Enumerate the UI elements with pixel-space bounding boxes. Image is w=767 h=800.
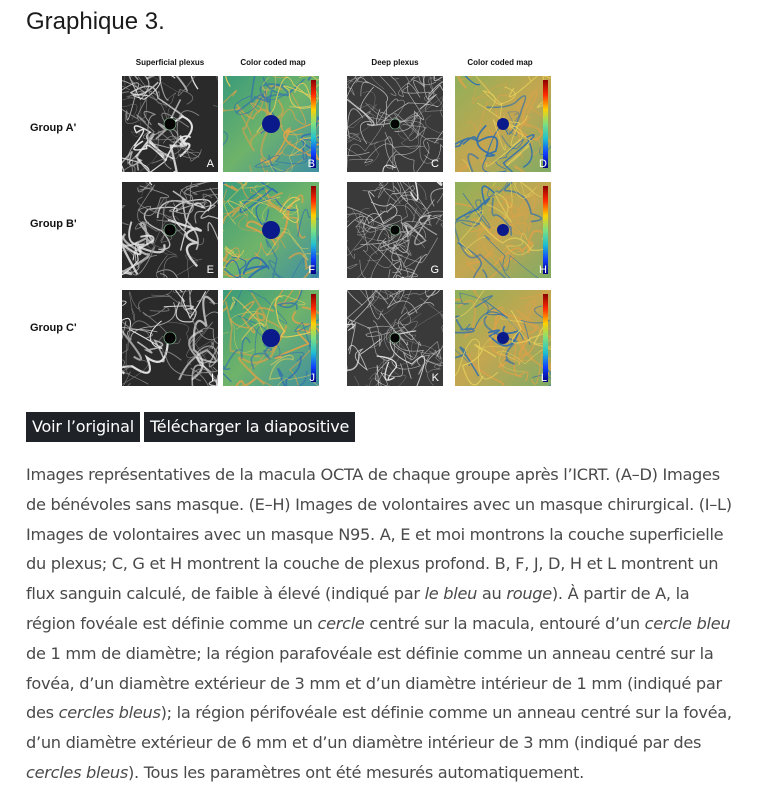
row-label-group-a: Group A' [30, 122, 77, 134]
row-label-group-b: Group B' [30, 218, 77, 230]
color-coded-map-panel [223, 182, 319, 278]
panel-letter: L [540, 372, 547, 384]
color-coded-map-panel [455, 290, 551, 386]
panel-letter: B [307, 158, 315, 170]
panel-letter: H [539, 264, 547, 276]
view-original-button[interactable]: Voir l’original [26, 412, 140, 442]
deep-plexus-panel [347, 76, 443, 172]
figure-actions [26, 412, 355, 442]
panel-letter: D [539, 158, 547, 170]
figure-caption: Images représentatives de la macula OCTA de chaque groupe après l’ICRT. (A–D) Images de bénévoles sans masque. (E–H) Images de volontaires avec un masque chirurgical. (I–L) Images de volontaires avec un masque N95. A, E et moi montrons la couche superficielle du plexus; C, G et H montrent la couche de plexus profond. B, F, J, D, H et L montrent un flux sanguin calculé, de faible à élevé (indiqué par le bleu au rouge). À partir de A, la région fovéale est définie comme un cercle centré sur la macula, entouré d’un cercle bleu de 1 mm de diamètre; la région parafovéale est définie comme un anneau centré sur la fovéa, d’un diamètre extérieur de 3 mm et d’un diamètre intérieur de 1 mm (indiqué par des cercles bleus); la région périfovéale est définie comme un anneau centré sur la fovéa, d’un diamètre extérieur de 6 mm et d’un diamètre intérieur de 3 mm (indiqué par des cercles bleus). Tous les paramètres ont été mesurés automatiquement. [26, 465, 732, 782]
panel-letter: F [308, 264, 315, 276]
panel-letter: K [431, 372, 439, 384]
color-coded-map-panel [223, 76, 319, 172]
panel-letter: A [206, 158, 214, 170]
deep-plexus-panel [347, 290, 443, 386]
panel-letter: E [206, 264, 214, 276]
column-header-deep: Deep plexus [371, 58, 419, 67]
panel-letter: C [431, 158, 439, 170]
column-header-color-map-2: Color coded map [467, 58, 533, 67]
color-coded-map-panel [455, 182, 551, 278]
panel-letter: J [309, 372, 315, 384]
column-header-color-map-1: Color coded map [240, 58, 306, 67]
row-label-group-c: Group C' [30, 322, 77, 334]
superficial-plexus-panel [122, 76, 218, 172]
superficial-plexus-panel [122, 182, 218, 278]
color-coded-map-panel [455, 76, 551, 172]
panel-letter: G [430, 264, 439, 276]
color-coded-map-panel [223, 290, 319, 386]
download-slide-button[interactable]: Télécharger la diapositive [144, 412, 355, 442]
panel-letter: I [210, 372, 214, 384]
deep-plexus-panel [347, 182, 443, 278]
column-header-superficial: Superficial plexus [135, 58, 205, 67]
figure-title: Graphique 3. [26, 8, 165, 35]
superficial-plexus-panel [122, 290, 218, 386]
